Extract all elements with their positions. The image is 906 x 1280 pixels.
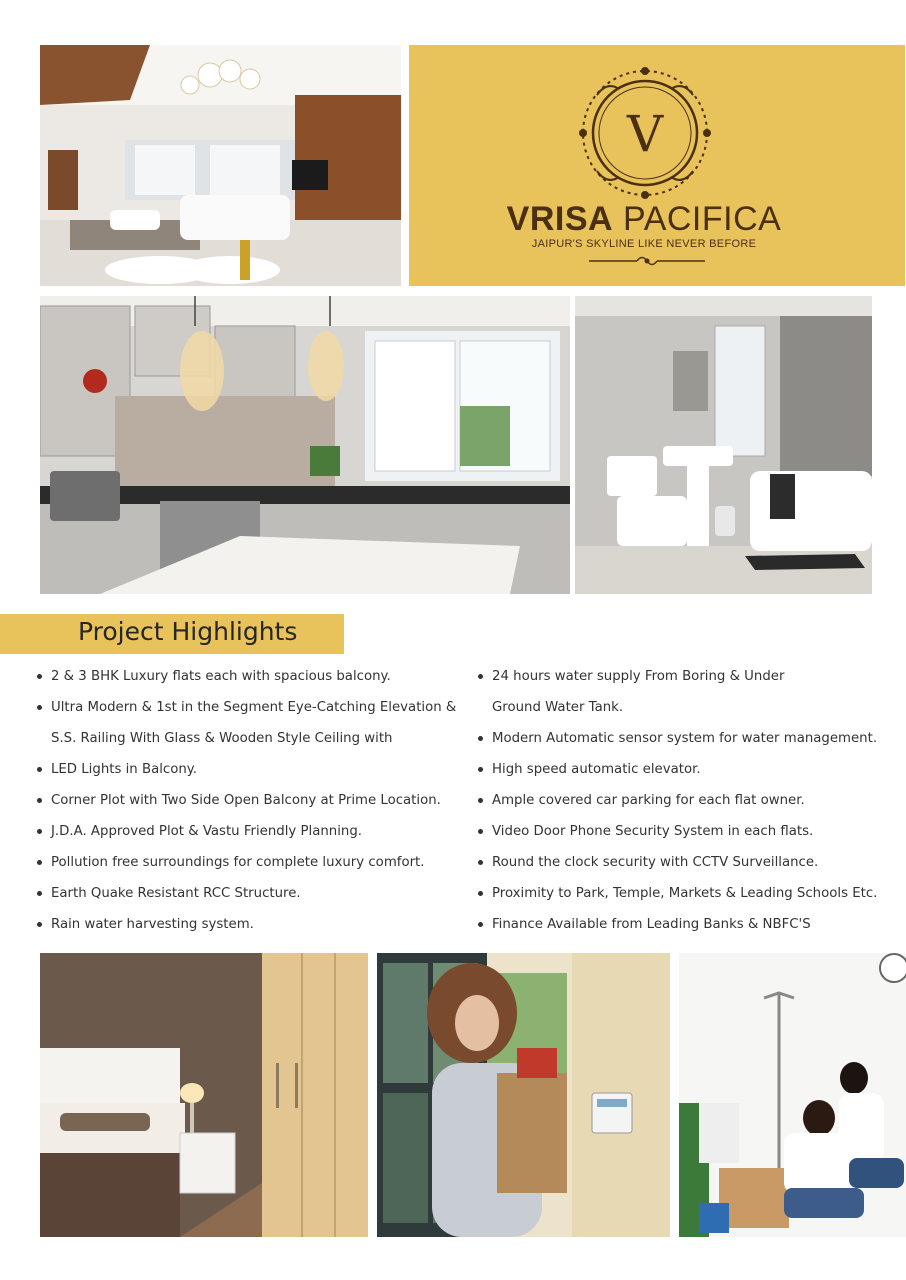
brand-name-regular: PACIFICA xyxy=(623,200,782,238)
highlight-item: Corner Plot with Two Side Open Balcony at Prime Location. xyxy=(37,785,467,816)
highlight-item: Pollution free surroundings for complete luxury comfort. xyxy=(37,847,467,878)
brand-panel xyxy=(409,45,905,286)
highlights-right-column xyxy=(478,661,898,940)
flourish-ornament-icon xyxy=(587,253,707,269)
highlight-item: High speed automatic elevator. xyxy=(478,754,898,785)
emblem-letter: V xyxy=(626,105,664,163)
highlight-item: Proximity to Park, Temple, Markets & Leading Schools Etc. xyxy=(478,878,898,909)
highlights-banner xyxy=(0,614,344,654)
highlight-item: Video Door Phone Security System in each flats. xyxy=(478,816,898,847)
highlight-item: Modern Automatic sensor system for water management. xyxy=(478,723,898,754)
highlight-item: J.D.A. Approved Plot & Vastu Friendly Planning. xyxy=(37,816,467,847)
brand-name xyxy=(409,200,879,239)
family-photo xyxy=(679,953,906,1237)
brand-name-bold: VRISA xyxy=(506,200,614,238)
highlight-item: 24 hours water supply From Boring & Under xyxy=(478,661,898,692)
bathroom-photo xyxy=(575,296,872,594)
living-room-photo xyxy=(40,45,401,286)
bedroom-photo xyxy=(40,953,368,1237)
highlight-item: 2 & 3 BHK Luxury flats each with spacious balcony. xyxy=(37,661,467,692)
security-photo xyxy=(377,953,670,1237)
highlight-item: Ultra Modern & 1st in the Segment Eye-Catching Elevation & xyxy=(37,692,467,723)
highlight-item: LED Lights in Balcony. xyxy=(37,754,467,785)
brand-tagline: JAIPUR'S SKYLINE LIKE NEVER BEFORE xyxy=(531,238,757,250)
highlight-item: Earth Quake Resistant RCC Structure. xyxy=(37,878,467,909)
highlight-item-continued: Ground Water Tank. xyxy=(492,700,624,715)
highlight-item: Round the clock security with CCTV Surveillance. xyxy=(478,847,898,878)
highlight-item: Ample covered car parking for each flat owner. xyxy=(478,785,898,816)
highlight-item: Rain water harvesting system. xyxy=(37,909,467,940)
highlight-item-continued: S.S. Railing With Glass & Wooden Style Ceiling with xyxy=(51,731,393,746)
kitchen-photo xyxy=(40,296,570,594)
highlight-item: Finance Available from Leading Banks & NBFC'S xyxy=(478,909,898,940)
highlights-heading: Project Highlights xyxy=(78,617,298,646)
brand-emblem-icon xyxy=(577,65,713,201)
highlights-left-column xyxy=(37,661,467,940)
